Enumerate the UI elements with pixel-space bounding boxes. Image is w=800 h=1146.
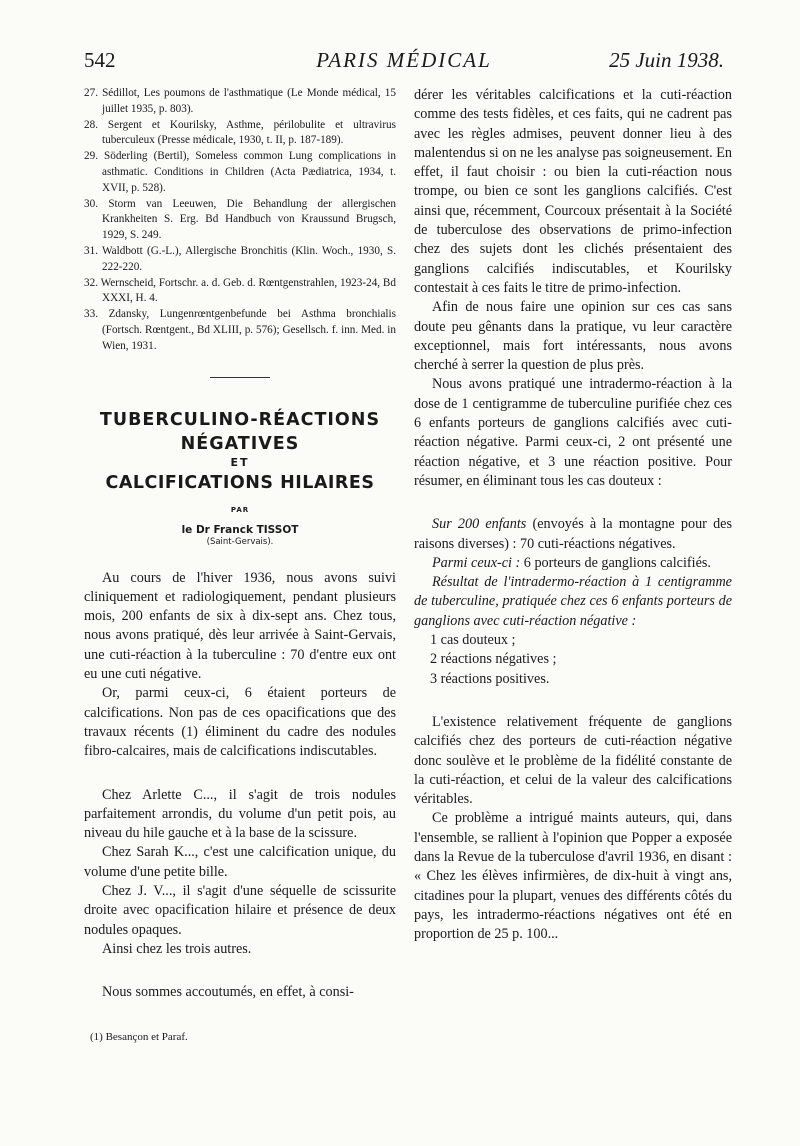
body-paragraph: L'existence relativement fréquente de ganglions calcifiés chez des porteurs de cuti-réaction négative donc soulève et le problème de la fidélité constante de la cuti-réaction, et celui de la valeur des calcifications véritables. xyxy=(414,713,732,808)
body-paragraph: Nous avons pratiqué une intradermo-réaction à la dose de 1 centigramme de tuberculine purifiée chez ces 6 enfants porteurs de ganglions calcifiés avec cuti-réaction négative. Parmi ceux-ci, 2 ont présenté une réaction négative, et 3 une réaction positive. Pour résumer, en éliminant tous les cas douteux : xyxy=(414,376,732,489)
body-paragraph: Ainsi chez les trois autres. xyxy=(102,940,252,957)
body-paragraph: Nous sommes accoutumés, en effet, à consi- xyxy=(102,984,354,1001)
reference-item: 30. Storm van Leeuwen, Die Behandlung der allergischen Krankheiten S. Erg. Bd Handbuch von Kraussund Brugsch, 1929, S. 249. xyxy=(84,197,396,242)
issue-date: 25 Juin 1938. xyxy=(609,48,724,72)
summary-emphasis: Parmi ceux-ci : xyxy=(432,554,521,571)
article-title-line-4: CALCIFICATIONS HILAIRES xyxy=(105,472,375,493)
reference-item: 31. Waldbott (G.-L.), Allergische Bronchitis (Klin. Woch., 1930, S. 222-220. xyxy=(84,244,396,273)
body-paragraph: Ce problème a intrigué maints auteurs, qui, dans l'ensemble, se rallient à l'opinion que Popper a exposée dans la Revue de la tuberculose d'avril 1936, en disant : « Chez les élèves infirmières, de dix-huit à vingt ans, citadines pour la plupart, venues des différents côtés du pays, les intradermo-réactions négatives ont été en proportion de 25 p. 100... xyxy=(414,810,732,943)
section-divider xyxy=(210,377,270,378)
reference-list xyxy=(84,86,396,355)
summary-result-heading: Résultat de l'intradermo-réaction à 1 centigramme de tuberculine, pratiquée chez ces 6 enfants porteurs de ganglions avec cuti-réaction négative : xyxy=(414,574,732,629)
article-title-line-2: NÉGATIVES xyxy=(180,433,300,454)
body-paragraph: Or, parmi ceux-ci, 6 étaient porteurs de calcifications. Non pas de ces opacifications que des travaux récents (1) éliminent du cadre des nodules fibro-calcaires, mais de calcifications indiscutables. xyxy=(84,685,396,760)
page-header xyxy=(84,48,724,82)
author-name: le Dr Franck TISSOT xyxy=(181,523,299,536)
summary-text: 6 porteurs de ganglions calcifiés. xyxy=(520,554,711,571)
summary-line xyxy=(414,554,732,573)
body-paragraph: Afin de nous faire une opinion sur ces cas sans doute peu gênants dans la pratique, vu leur caractère exceptionnel, mais fort intéressants, nous avons cherché à serrer la question de plus près. xyxy=(414,299,732,374)
body-paragraph: Chez J. V..., il s'agit d'une séquelle de scissurite droite avec opacification hilaire et présence de deux nodules opaques. xyxy=(84,883,396,938)
byline-par: PAR xyxy=(230,505,250,514)
article-title-line-1: TUBERCULINO-RÉACTIONS xyxy=(99,409,381,430)
reference-item: 29. Söderling (Bertil), Someless common Lung complications in asthmatic. Conditions in Children (Acta Pædiatrica, 1934, t. XVII, p. 528). xyxy=(84,150,396,194)
summary-text: (envoyés à la montagne pour des raisons diverses) : 70 cuti-réactions négatives. xyxy=(414,516,732,552)
reference-item: 33. Zdansky, Lungenrœntgenbefunde bei Asthma bronchialis (Fortsch. Rœntgent., Bd XLIII, p. 576); Gesellsch. f. inn. Med. in Wien, 1931. xyxy=(84,308,396,352)
footnote: (1) Besançon et Paraf. xyxy=(90,1031,188,1044)
page-number: 542 xyxy=(84,48,116,72)
author-location: (Saint-Gervais). xyxy=(206,536,274,547)
left-column xyxy=(84,86,396,1044)
reference-item: 27. Sédillot, Les poumons de l'asthmatique (Le Monde médical, 15 juillet 1935, p. 803). xyxy=(84,87,396,115)
body-paragraph: Au cours de l'hiver 1936, nous avons suivi cliniquement et radiologiquement, pendant plusieurs mois, 200 enfants de six à dix-sept ans. Chez tous, nous avons pratiqué, dès leur arrivée à Saint-Gervais, une cuti-réaction à la tuberculine : 70 d'entre eux ont eu une cuti négative. xyxy=(84,569,396,683)
body-paragraph: Chez Arlette C..., il s'agit de trois nodules parfaitement arrondis, du volume d'un petit pois, au niveau du hile gauche et à la base de la scissure. xyxy=(84,786,396,842)
result-item: 3 réactions positives. xyxy=(430,670,550,687)
reference-item: 28. Sergent et Kourilsky, Asthme, périlobulite et ultravirus tuberculeux (Presse médicale, 1930, t. II, p. 187-189). xyxy=(84,118,396,147)
reference-item: 32. Wernscheid, Fortschr. a. d. Geb. d. Rœntgenstrahlen, 1923-24, Bd XXXI, H. 4. xyxy=(84,276,396,305)
summary-line xyxy=(414,515,732,554)
article-title-line-3: ET xyxy=(230,455,250,469)
result-item: 1 cas douteux ; xyxy=(430,632,516,649)
journal-title: PARIS MÉDICAL xyxy=(316,48,492,72)
summary-emphasis: Sur 200 enfants xyxy=(432,516,527,533)
result-item: 2 réactions négatives ; xyxy=(430,651,557,668)
body-paragraph: dérer les véritables calcifications et la cuti-réaction comme des tests fidèles, et ces faits, qui ne cadrent pas avec les règles admises, peuvent donner lieu à des malentendus si on ne les analyse pas soigneusement. En effet, il faut choisir : ou bien la cuti-réaction nous trompe, ou bien ce sont les ganglions calcifiés. C'est ainsi que, récemment, Courcoux présentait à la Société de tuberculose des observations de primo-infection chez des sujets dont les clichés présentaient des ganglions calcifiés indiscutables, et Kourilsky contestait à ces faits le titre de primo-infection. xyxy=(414,87,732,296)
right-column xyxy=(414,86,732,944)
body-paragraph: Chez Sarah K..., c'est une calcification unique, du volume d'une petite bille. xyxy=(84,844,396,880)
